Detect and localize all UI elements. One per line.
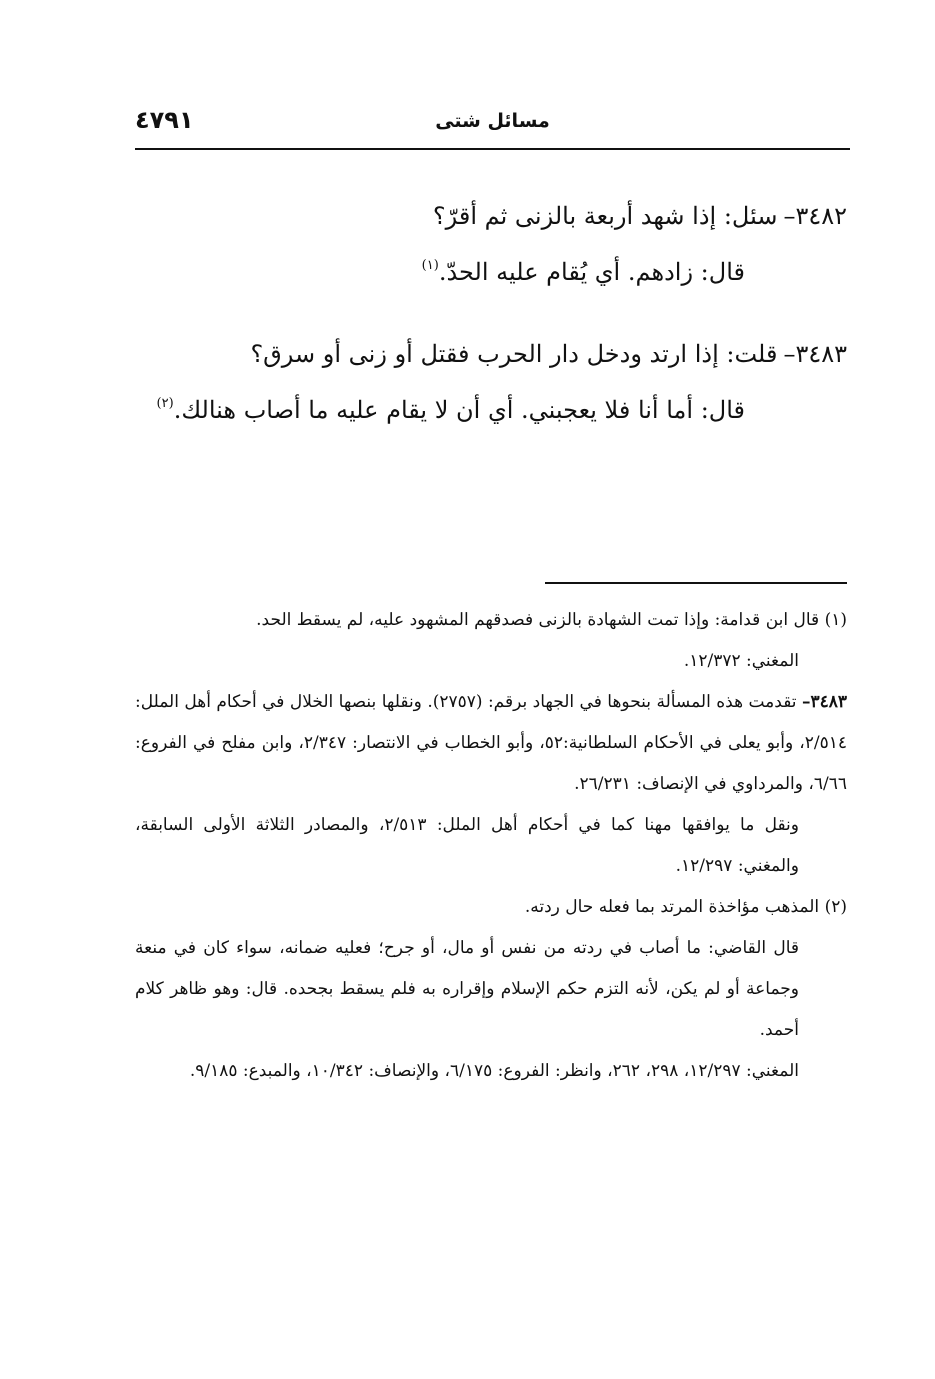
footnote-marker: ٣٤٨٣–: [801, 692, 848, 712]
footnotes: [135, 600, 847, 1092]
footnote-separator: [545, 582, 847, 584]
answer-text: قال: زادهم. أي يُقام عليه الحدّ.: [438, 258, 745, 286]
footnote-text: تقدمت هذه المسألة بنحوها في الجهاد برقم: (٢٧٥٧). ونقلها بنصها الخلال في أحكام أهل الملل: ٢/٥١٤، وأبو يعلى في الأحكام السلطانية:٥٢، وأبو الخطاب في الانتصار: ٢/٣٤٧، وابن مفلح في الفروع: ٦/٦٦، والمرداوي في الإنصاف: ٢٦/٢٣١.: [135, 692, 847, 794]
footnote-text: قال ابن قدامة: وإذا تمت الشهادة بالزنى فصدقهم المشهود عليه، لم يسقط الحد.: [256, 610, 820, 630]
entry-question: [135, 326, 847, 382]
running-title: مسائل شتى: [435, 110, 550, 132]
entry-number: ٣٤٨٢–: [783, 202, 847, 230]
footnote-2: [135, 887, 847, 928]
question-text: سئل: إذا شهد أربعة بالزنى ثم أقرّ؟: [432, 202, 778, 230]
footnote-3483: [135, 682, 847, 805]
entry-answer: [135, 244, 847, 300]
entry-answer: [135, 382, 847, 438]
entry-3482: [135, 188, 847, 300]
question-text: قلت: إذا ارتد ودخل دار الحرب فقتل أو زنى أو سرق؟: [250, 340, 778, 368]
footnote-2-para: قال القاضي: ما أصاب في ردته من نفس أو مال، أو جرح؛ فعليه ضمانه، سواء كان في منعة وجماعة أو لم يكن، لأنه التزم حكم الإسلام وإقراره به فلم يسقط بجحده. قال: وهو ظاهر كلام أحمد.: [135, 938, 799, 1040]
header-rule: [135, 148, 850, 150]
footnote-marker: (١): [824, 610, 847, 630]
footnote-3483-para: ونقل ما يوافقها مهنا كما في أحكام أهل الملل: ٢/٥١٣، والمصادر الثلاثة الأولى السابقة، والمغني: ١٢/٢٩٧.: [135, 815, 799, 876]
page-number: ٤٧٩١: [135, 106, 194, 134]
footnote-ref: (١): [421, 258, 439, 273]
entry-number: ٣٤٨٣–: [783, 340, 847, 368]
answer-text: قال: أما أنا فلا يعجبني. أي أن لا يقام عليه ما أصاب هنالك.: [173, 396, 745, 424]
footnote-2-sources: المغني: ١٢/٢٩٧، ٢٩٨، ٢٦٢، وانظر: الفروع: ٦/١٧٥، والإنصاف: ١٠/٣٤٢، والمبدع: ٩/١٨٥.: [189, 1061, 799, 1081]
main-text: [135, 188, 847, 438]
footnote-ref: (٢): [156, 396, 174, 411]
entry-question: [135, 188, 847, 244]
page-header: [135, 104, 850, 148]
footnote-text: المذهب مؤاخذة المرتد بما فعله حال ردته.: [524, 897, 820, 917]
footnote-1: [135, 600, 847, 641]
entry-3483: [135, 326, 847, 438]
footnote-marker: (٢): [824, 897, 847, 917]
footnote-1-source: المغني: ١٢/٣٧٢.: [683, 651, 799, 671]
